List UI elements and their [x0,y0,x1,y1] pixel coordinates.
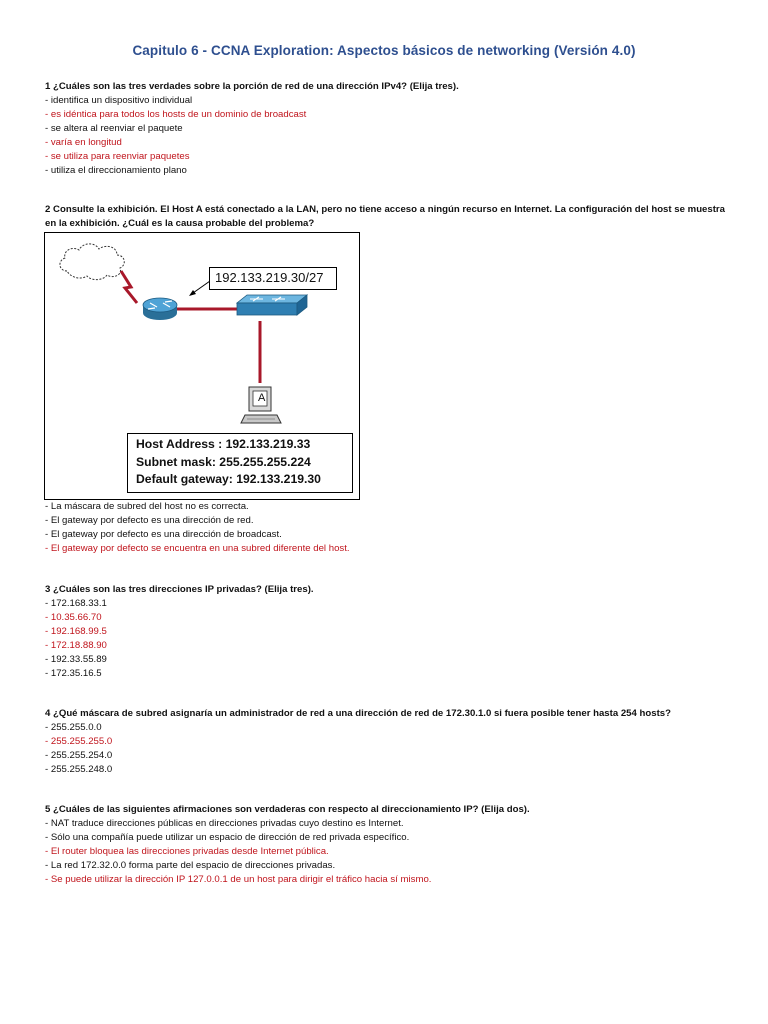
question-stem: 2 Consulte la exhibición. El Host A está conectado a la LAN, pero no tiene acceso a ningún recurso en Internet. La configuración del host se muestra en la exhibición. ¿Cuál es la causa probable del problema? [45,204,725,229]
switch-icon [237,295,307,315]
question-4 [45,707,725,777]
answer-option: - se altera al reenviar el paquete [45,123,183,134]
answer-option-correct: - El gateway por defecto se encuentra en una subred diferente del host. [45,543,350,554]
label-pointer [193,281,210,293]
host-address: Host Address : 192.133.219.33 [136,437,311,451]
question-2-options [45,500,725,556]
router-ip-label: 192.133.219.30/27 [209,267,337,290]
answer-option-correct: - 255.255.255.0 [45,736,113,747]
answer-option: - Sólo una compañía puede utilizar un espacio de dirección de red privada específico. [45,832,410,843]
question-stem: 3 ¿Cuáles son las tres direcciones IP privadas? (Elija tres). [45,584,314,595]
default-gateway: Default gateway: 192.133.219.30 [136,472,321,486]
question-1 [45,80,725,178]
answer-option: - La red 172.32.0.0 forma parte del espacio de direcciones privadas. [45,860,336,871]
internet-cloud-icon [60,244,124,280]
question-2 [45,203,725,231]
answer-option: - 172.35.16.5 [45,668,102,679]
router-icon [143,298,177,320]
page-title: Capitulo 6 - CCNA Exploration: Aspectos básicos de networking (Versión 4.0) [132,43,636,58]
answer-option-correct: - 192.168.99.5 [45,626,107,637]
answer-option: - NAT traduce direcciones públicas en direcciones privadas cuyo destino es Internet. [45,818,404,829]
answer-option: - 255.255.254.0 [45,750,113,761]
host-a-label: A [258,392,266,404]
answer-option-correct: - se utiliza para reenviar paquetes [45,151,190,162]
answer-option-correct: - Se puede utilizar la dirección IP 127.0.0.1 de un host para dirigir el tráfico hacia sí mismo. [45,874,432,885]
question-stem: 1 ¿Cuáles son las tres verdades sobre la porción de red de una dirección IPv4? (Elija tres). [45,81,459,92]
answer-option-correct: - es idéntica para todos los hosts de un dominio de broadcast [45,109,307,120]
answer-option: - identifica un dispositivo individual [45,95,193,106]
answer-option-correct: - 172.18.88.90 [45,640,107,651]
question-5 [45,803,725,887]
answer-option: - 255.255.0.0 [45,722,102,733]
answer-option: - 255.255.248.0 [45,764,113,775]
question-stem: 4 ¿Qué máscara de subred asignaría un administrador de red a una dirección de red de 172.30.1.0 si fuera posible tener hasta 254 hosts? [45,708,671,719]
answer-option: - 172.168.33.1 [45,598,107,609]
host-config-box [127,433,353,493]
answer-option-correct: - 10.35.66.70 [45,612,102,623]
answer-option: - utiliza el direccionamiento plano [45,165,187,176]
serial-link-icon [121,271,137,303]
answer-option: - 192.33.55.89 [45,654,107,665]
answer-option: - La máscara de subred del host no es correcta. [45,501,249,512]
answer-option-correct: - El router bloquea las direcciones privadas desde Internet pública. [45,846,329,857]
subnet-mask: Subnet mask: 255.255.255.224 [136,454,311,469]
question-stem: 5 ¿Cuáles de las siguientes afirmaciones son verdaderas con respecto al direccionamiento IP? (Elija dos). [45,804,530,815]
answer-option: - El gateway por defecto es una dirección de red. [45,515,254,526]
answer-option: - El gateway por defecto es una dirección de broadcast. [45,529,282,540]
answer-option-correct: - varía en longitud [45,137,122,148]
question-3 [45,583,725,681]
network-exhibit [44,232,360,500]
